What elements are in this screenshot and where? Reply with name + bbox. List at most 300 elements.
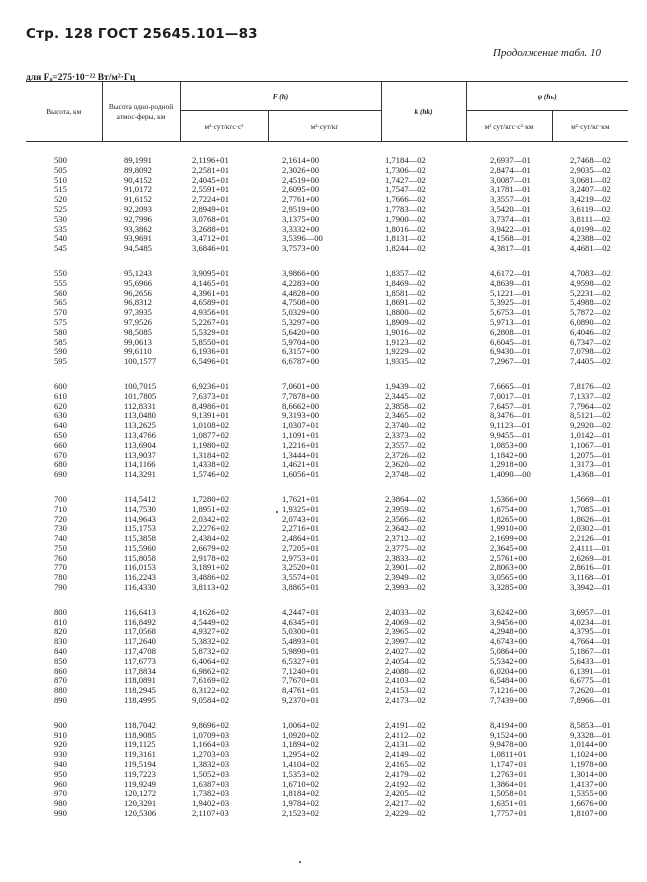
cell-fh-kgs: 6,9236+01 [192, 380, 230, 391]
cell-fh-kg: 9,3193+00 [282, 410, 320, 421]
cell-altitude: 640 [54, 420, 67, 431]
cell-k-hk: 1,8016—02 [385, 223, 426, 234]
cell-fh-kgs: 2,2581+01 [192, 164, 230, 175]
cell-altitude: 520 [54, 194, 67, 205]
table-row [26, 205, 628, 215]
group-gap [26, 480, 628, 495]
cell-homog-altitude: 115,8058 [124, 552, 156, 563]
cell-phi-kg: 1,2075—01 [570, 449, 611, 460]
cell-phi-kg: 3,1168—01 [570, 572, 611, 583]
cell-fh-kgs: 9,8696+02 [192, 719, 230, 730]
cell-k-hk: 2,3465—02 [385, 410, 426, 421]
cell-phi-kg: 3,2407—02 [570, 184, 611, 195]
header-fh-unit2: м²·сут/кг [268, 111, 381, 142]
cell-phi-kgs: 3,0087—01 [490, 174, 531, 185]
cell-homog-altitude: 101,7805 [124, 390, 157, 401]
cell-k-hk: 2,4054—02 [385, 655, 426, 666]
cell-fh-kgs: 7,6169+02 [192, 675, 230, 686]
print-speck [276, 511, 278, 513]
cell-fh-kg: 5,6420+00 [282, 326, 320, 337]
cell-fh-kgs: 3,0768+01 [192, 213, 230, 224]
cell-fh-kgs: 1,3832+03 [192, 759, 230, 770]
cell-fh-kgs: 2,6679+02 [192, 542, 230, 553]
cell-fh-kg: 3,5396—00 [282, 233, 323, 244]
cell-altitude: 820 [54, 626, 67, 637]
cell-k-hk: 2,3858—02 [385, 400, 426, 411]
cell-altitude: 940 [54, 759, 67, 770]
cell-phi-kg: 6,0890—02 [570, 316, 611, 327]
cell-fh-kgs: 7,6373+01 [192, 390, 230, 401]
data-table [26, 81, 628, 819]
cell-homog-altitude: 91,0172 [124, 184, 152, 195]
cell-altitude: 920 [54, 739, 67, 750]
cell-homog-altitude: 117,4708 [124, 646, 156, 657]
table-row [26, 382, 628, 392]
cell-fh-kgs: 5,8550+01 [192, 336, 230, 347]
table-row [26, 657, 628, 667]
cell-phi-kgs: 4,8639—01 [490, 277, 531, 288]
cell-phi-kg: 4,7664—01 [570, 636, 611, 647]
table-row [26, 279, 628, 289]
cell-phi-kgs: 1,2763+01 [490, 768, 528, 779]
cell-altitude: 650 [54, 429, 67, 440]
cell-altitude: 505 [54, 164, 67, 175]
table-row [26, 799, 628, 809]
cell-phi-kg: 4,2388—02 [570, 233, 611, 244]
cell-homog-altitude: 98,5085 [124, 326, 152, 337]
cell-fh-kg: 1,2216+01 [282, 439, 320, 450]
cell-homog-altitude: 116,0153 [124, 562, 156, 573]
cell-altitude: 770 [54, 562, 67, 573]
cell-homog-altitude: 90,4152 [124, 174, 152, 185]
cell-fh-kg: 2,7761+00 [282, 194, 320, 205]
cell-homog-altitude: 119,7223 [124, 768, 156, 779]
cell-phi-kgs: 1,2918+00 [490, 459, 528, 470]
cell-phi-kg: 4,0199—02 [570, 223, 611, 234]
cell-fh-kgs: 4,1465+01 [192, 277, 230, 288]
cell-fh-kg: 1,6056+01 [282, 469, 320, 480]
cell-phi-kg: 2,8616—01 [570, 562, 611, 573]
cell-homog-altitude: 115,1753 [124, 523, 156, 534]
cell-homog-altitude: 97,3935 [124, 307, 152, 318]
cell-fh-kg: 4,2447+01 [282, 606, 320, 617]
cell-fh-kgs: 6,5496+01 [192, 356, 230, 367]
cell-phi-kg: 7,1337—02 [570, 390, 611, 401]
cell-k-hk: 1,8469—02 [385, 277, 426, 288]
cell-k-hk: 1,7306—02 [385, 164, 426, 175]
cell-homog-altitude: 114,5412 [124, 493, 156, 504]
cell-fh-kg: 1,1894+02 [282, 739, 320, 750]
cell-phi-kg: 1,1024+00 [570, 749, 608, 760]
cell-fh-kg: 5,3297+00 [282, 316, 320, 327]
cell-fh-kg: 1,0064+02 [282, 719, 320, 730]
cell-altitude: 525 [54, 203, 67, 214]
cell-altitude: 930 [54, 749, 67, 760]
table-row [26, 431, 628, 441]
cell-fh-kg: 1,9784+02 [282, 798, 320, 809]
cell-k-hk: 1,8581—02 [385, 287, 426, 298]
cell-k-hk: 2,3557—02 [385, 439, 426, 450]
cell-phi-kg: 2,9035—02 [570, 164, 611, 175]
cell-phi-kg: 1,1978+00 [570, 759, 608, 770]
cell-fh-kgs: 4,3961+01 [192, 287, 230, 298]
cell-fh-kgs: 4,9356+01 [192, 307, 230, 318]
cell-fh-kg: 3,5574+01 [282, 572, 320, 583]
table-row [26, 731, 628, 741]
table-row [26, 495, 628, 505]
cell-altitude: 570 [54, 307, 67, 318]
cell-altitude: 540 [54, 233, 67, 244]
cell-phi-kg: 3,8111—02 [570, 213, 611, 224]
cell-phi-kg: 8,5853—01 [570, 719, 611, 730]
cell-phi-kg: 6,6775—01 [570, 675, 611, 686]
table-row [26, 534, 628, 544]
cell-fh-kg: 3,2520+01 [282, 562, 320, 573]
table-row [26, 225, 628, 235]
cell-phi-kg: 1,4368—01 [570, 469, 611, 480]
cell-phi-kgs: 8,4194+00 [490, 719, 528, 730]
cell-phi-kg: 2,0302—01 [570, 523, 611, 534]
cell-fh-kgs: 1,3184+02 [192, 449, 230, 460]
cell-fh-kg: 1,1091+01 [282, 429, 320, 440]
cell-fh-kgs: 1,0108+02 [192, 420, 230, 431]
cell-altitude: 580 [54, 326, 67, 337]
table-row [26, 392, 628, 402]
cell-phi-kgs: 2,8474—01 [490, 164, 531, 175]
header-group-fh: F (h) [180, 82, 381, 111]
cell-altitude: 595 [54, 356, 67, 367]
cell-k-hk: 2,4131—02 [385, 739, 426, 750]
cell-phi-kgs: 4,1568—01 [490, 233, 531, 244]
table-row [26, 402, 628, 412]
cell-fh-kgs: 1,0877+02 [192, 429, 230, 440]
table-row [26, 421, 628, 431]
cell-fh-kg: 5,9704+00 [282, 336, 320, 347]
cell-phi-kg: 6,7347—02 [570, 336, 611, 347]
cell-k-hk: 2,3997—02 [385, 636, 426, 647]
cell-fh-kgs: 1,1980+02 [192, 439, 230, 450]
cell-fh-kgs: 2,4045+01 [192, 174, 230, 185]
cell-fh-kgs: 1,5746+02 [192, 469, 230, 480]
cell-altitude: 730 [54, 523, 67, 534]
cell-k-hk: 2,4205—02 [385, 788, 426, 799]
cell-altitude: 860 [54, 665, 67, 676]
cell-fh-kgs: 6,4064+02 [192, 655, 230, 666]
cell-phi-kgs: 7,0017—01 [490, 390, 531, 401]
cell-fh-kgs: 3,4712+01 [192, 233, 230, 244]
cell-homog-altitude: 118,0891 [124, 675, 156, 686]
cell-homog-altitude: 96,2656 [124, 287, 152, 298]
cell-phi-kg: 7,7964—02 [570, 400, 611, 411]
cell-phi-kgs: 9,9478+00 [490, 739, 528, 750]
cell-altitude: 750 [54, 542, 67, 553]
cell-fh-kgs: 4,5449+02 [192, 616, 230, 627]
cell-altitude: 500 [54, 155, 67, 165]
table-row [26, 544, 628, 554]
header-homogeneous-altitude: Высота одно-родной атмос-феры, км [102, 82, 180, 142]
cell-k-hk: 2,3726—02 [385, 449, 426, 460]
cell-fh-kg: 3,9866+00 [282, 267, 320, 278]
cell-fh-kg: 1,5353+02 [282, 768, 320, 779]
table-row [26, 185, 628, 195]
table-row [26, 647, 628, 657]
cell-phi-kg: 2,4111—01 [570, 542, 611, 553]
cell-fh-kgs: 1,7280+02 [192, 493, 230, 504]
cell-altitude: 980 [54, 798, 67, 809]
cell-k-hk: 2,3373—02 [385, 429, 426, 440]
cell-homog-altitude: 113,9037 [124, 449, 156, 460]
cell-phi-kgs: 6,9430—01 [490, 346, 531, 357]
cell-phi-kgs: 3,0565+00 [490, 572, 528, 583]
cell-phi-kgs: 3,1781—01 [490, 184, 531, 195]
cell-fh-kg: 1,0307+01 [282, 420, 320, 431]
cell-homog-altitude: 93,3862 [124, 223, 152, 234]
cell-fh-kg: 5,0329+00 [282, 307, 320, 318]
cell-phi-kg: 1,0142—01 [570, 429, 611, 440]
table-row [26, 583, 628, 593]
cell-phi-kgs: 3,6242+00 [490, 606, 528, 617]
cell-altitude: 585 [54, 336, 67, 347]
cell-k-hk: 2,3712—02 [385, 533, 426, 544]
cell-fh-kg: 4,7508+00 [282, 297, 320, 308]
cell-homog-altitude: 95,1243 [124, 267, 152, 278]
cell-altitude: 910 [54, 729, 67, 740]
table-row [26, 195, 628, 205]
cell-homog-altitude: 120,3291 [124, 798, 157, 809]
cell-k-hk: 1,7547—02 [385, 184, 426, 195]
cell-k-hk: 2,4179—02 [385, 768, 426, 779]
cell-fh-kg: 9,2370+01 [282, 695, 320, 706]
cell-k-hk: 2,3566—02 [385, 513, 426, 524]
cell-homog-altitude: 120,5306 [124, 808, 157, 819]
cell-altitude: 620 [54, 400, 67, 411]
cell-phi-kgs: 9,9455—01 [490, 429, 531, 440]
table-row [26, 515, 628, 525]
cell-altitude: 990 [54, 808, 67, 819]
cell-fh-kgs: 1,1664+03 [192, 739, 230, 750]
cell-phi-kg: 7,8966—01 [570, 695, 611, 706]
header-phi-unit1: м² сут/кгс·с²·км [466, 111, 552, 142]
cell-homog-altitude: 118,9085 [124, 729, 156, 740]
cell-fh-kg: 2,2716+01 [282, 523, 320, 534]
cell-k-hk: 2,4173—02 [385, 695, 426, 706]
cell-fh-kgs: 2,1107+03 [192, 808, 229, 819]
table-row [26, 524, 628, 534]
cell-homog-altitude: 91,6152 [124, 194, 152, 205]
cell-fh-kgs: 5,3832+02 [192, 636, 230, 647]
table-row [26, 696, 628, 706]
cell-fh-kg: 7,0601+00 [282, 380, 320, 391]
cell-phi-kg: 1,3014+00 [570, 768, 608, 779]
cell-phi-kg: 4,3795—01 [570, 626, 611, 637]
cell-phi-kgs: 3,3285+00 [490, 582, 528, 593]
cell-fh-kg: 2,9519+00 [282, 203, 320, 214]
cell-phi-kg: 3,3942—01 [570, 582, 611, 593]
cell-fh-kgs: 1,6387+03 [192, 778, 230, 789]
cell-altitude: 850 [54, 655, 67, 666]
table-row [26, 289, 628, 299]
cell-altitude: 690 [54, 469, 67, 480]
cell-phi-kgs: 1,0811+01 [490, 749, 527, 760]
cell-fh-kg: 2,7205+01 [282, 542, 320, 553]
table-row [26, 411, 628, 421]
table-row [26, 750, 628, 760]
cell-phi-kg: 1,7085—01 [570, 503, 611, 514]
cell-homog-altitude: 89,1991 [124, 155, 152, 165]
cell-phi-kg: 4,4681—02 [570, 243, 611, 254]
table-row [26, 760, 628, 770]
cell-k-hk: 2,4112—02 [385, 729, 426, 740]
cell-fh-kgs: 4,9327+02 [192, 626, 230, 637]
cell-homog-altitude: 119,9249 [124, 778, 156, 789]
cell-fh-kgs: 3,4886+02 [192, 572, 230, 583]
cell-fh-kgs: 4,6589+01 [192, 297, 230, 308]
table-row [26, 176, 628, 186]
cell-phi-kg: 4,7083—02 [570, 267, 611, 278]
cell-homog-altitude: 92,2093 [124, 203, 152, 214]
header-k-hk: k (hk) [381, 82, 466, 142]
cell-altitude: 740 [54, 533, 67, 544]
cell-homog-altitude: 117,6773 [124, 655, 156, 666]
cell-altitude: 700 [54, 493, 67, 504]
cell-fh-kgs: 2,2276+02 [192, 523, 230, 534]
cell-k-hk: 2,4069—02 [385, 616, 426, 627]
cell-fh-kgs: 1,0709+03 [192, 729, 230, 740]
cell-altitude: 710 [54, 503, 67, 514]
cell-k-hk: 1,9229—02 [385, 346, 426, 357]
cell-fh-kg: 7,7670+01 [282, 675, 320, 686]
group-gap [26, 706, 628, 721]
cell-phi-kgs: 6,2808—01 [490, 326, 531, 337]
table-row [26, 318, 628, 328]
cell-k-hk: 2,3901—02 [385, 562, 426, 573]
cell-k-hk: 2,4153—02 [385, 685, 426, 696]
table-row [26, 441, 628, 451]
cell-phi-kgs: 1,1842+00 [490, 449, 528, 460]
cell-phi-kg: 3,6119—02 [570, 203, 611, 214]
cell-k-hk: 1,7427—02 [385, 174, 426, 185]
cell-fh-kg: 3,7573+00 [282, 243, 320, 254]
table-row [26, 770, 628, 780]
cell-homog-altitude: 93,9691 [124, 233, 152, 244]
cell-fh-kgs: 2,7224+01 [192, 194, 230, 205]
cell-fh-kgs: 1,2703+03 [192, 749, 230, 760]
cell-k-hk: 1,7783—02 [385, 203, 426, 214]
cell-phi-kgs: 3,9456+00 [490, 616, 528, 627]
cell-altitude: 610 [54, 390, 67, 401]
cell-phi-kg: 9,3328—01 [570, 729, 611, 740]
cell-k-hk: 1,9335—02 [385, 356, 426, 367]
cell-altitude: 565 [54, 297, 67, 308]
cell-altitude: 680 [54, 459, 67, 470]
cell-k-hk: 1,7184—02 [385, 155, 426, 165]
cell-homog-altitude: 89,8092 [124, 164, 152, 175]
cell-k-hk: 2,4165—02 [385, 759, 426, 770]
header-fh-unit1: м²·сут/кгс·с² [180, 111, 268, 142]
cell-phi-kgs: 6,0204+00 [490, 665, 528, 676]
cell-altitude: 510 [54, 174, 67, 185]
cell-homog-altitude: 118,7042 [124, 719, 156, 730]
cell-phi-kgs: 1,8265+00 [490, 513, 528, 524]
cell-fh-kgs: 6,9862+02 [192, 665, 230, 676]
cell-homog-altitude: 118,2945 [124, 685, 156, 696]
cell-k-hk: 2,4103—02 [385, 675, 426, 686]
cell-phi-kg: 2,2126—01 [570, 533, 611, 544]
cell-k-hk: 1,8244—02 [385, 243, 426, 254]
cell-fh-kg: 5,0300+01 [282, 626, 320, 637]
cell-phi-kg: 6,1391—01 [570, 665, 611, 676]
cell-fh-kgs: 6,1936+01 [192, 346, 230, 357]
cell-altitude: 720 [54, 513, 67, 524]
cell-phi-kgs: 4,6172—01 [490, 267, 531, 278]
cell-altitude: 760 [54, 552, 67, 563]
cell-fh-kg: 1,9325+01 [282, 503, 320, 514]
cell-homog-altitude: 118,4995 [124, 695, 156, 706]
cell-fh-kgs: 1,5052+03 [192, 768, 230, 779]
cell-k-hk: 2,3949—02 [385, 572, 426, 583]
cell-k-hk: 2,3748—02 [385, 469, 426, 480]
cell-homog-altitude: 120,1272 [124, 788, 157, 799]
cell-phi-kgs: 7,1216+00 [490, 685, 528, 696]
cell-fh-kg: 2,3026+00 [282, 164, 320, 175]
cell-altitude: 550 [54, 267, 67, 278]
cell-altitude: 545 [54, 243, 67, 254]
cell-altitude: 900 [54, 719, 67, 730]
cell-phi-kgs: 2,8063+00 [490, 562, 528, 573]
cell-altitude: 960 [54, 778, 67, 789]
cell-homog-altitude: 119,5194 [124, 759, 156, 770]
cell-phi-kgs: 5,3925—01 [490, 297, 531, 308]
cell-altitude: 830 [54, 636, 67, 647]
cell-fh-kg: 6,3157+00 [282, 346, 320, 357]
cell-fh-kg: 4,6345+01 [282, 616, 320, 627]
cell-altitude: 780 [54, 572, 67, 583]
cell-phi-kg: 5,7872—02 [570, 307, 611, 318]
cell-homog-altitude: 113,4766 [124, 429, 156, 440]
cell-homog-altitude: 114,7530 [124, 503, 156, 514]
cell-homog-altitude: 100,7015 [124, 380, 157, 391]
table-row [26, 347, 628, 357]
cell-fh-kg: 5,9890+01 [282, 646, 320, 657]
cell-k-hk: 2,3864—02 [385, 493, 426, 504]
cell-k-hk: 2,3833—02 [385, 552, 426, 563]
cell-homog-altitude: 94,5485 [124, 243, 152, 254]
cell-homog-altitude: 99,0613 [124, 336, 152, 347]
table-row [26, 554, 628, 564]
cell-fh-kg: 1,6710+02 [282, 778, 320, 789]
cell-fh-kg: 1,2954+02 [282, 749, 320, 760]
cell-altitude: 555 [54, 277, 67, 288]
cell-fh-kgs: 2,0342+02 [192, 513, 230, 524]
cell-homog-altitude: 113,6904 [124, 439, 156, 450]
cell-k-hk: 2,3959—02 [385, 503, 426, 514]
cell-phi-kg: 8,5121—02 [570, 410, 611, 421]
cell-phi-kgs: 7,6665—01 [490, 380, 531, 391]
table-row [26, 608, 628, 618]
table-row [26, 721, 628, 731]
cell-phi-kg: 2,6269—01 [570, 552, 611, 563]
cell-k-hk: 2,3642—02 [385, 523, 426, 534]
cell-phi-kg: 5,2231—02 [570, 287, 611, 298]
cell-phi-kgs: 1,3864+01 [490, 778, 528, 789]
cell-k-hk: 2,3993—02 [385, 582, 426, 593]
cell-fh-kgs: 1,8951+02 [192, 503, 230, 514]
cell-fh-kgs: 2,1196+01 [192, 155, 229, 165]
cell-phi-kg: 1,5355+00 [570, 788, 608, 799]
cell-phi-kg: 6,4046—02 [570, 326, 611, 337]
cell-altitude: 870 [54, 675, 67, 686]
table-row [26, 686, 628, 696]
